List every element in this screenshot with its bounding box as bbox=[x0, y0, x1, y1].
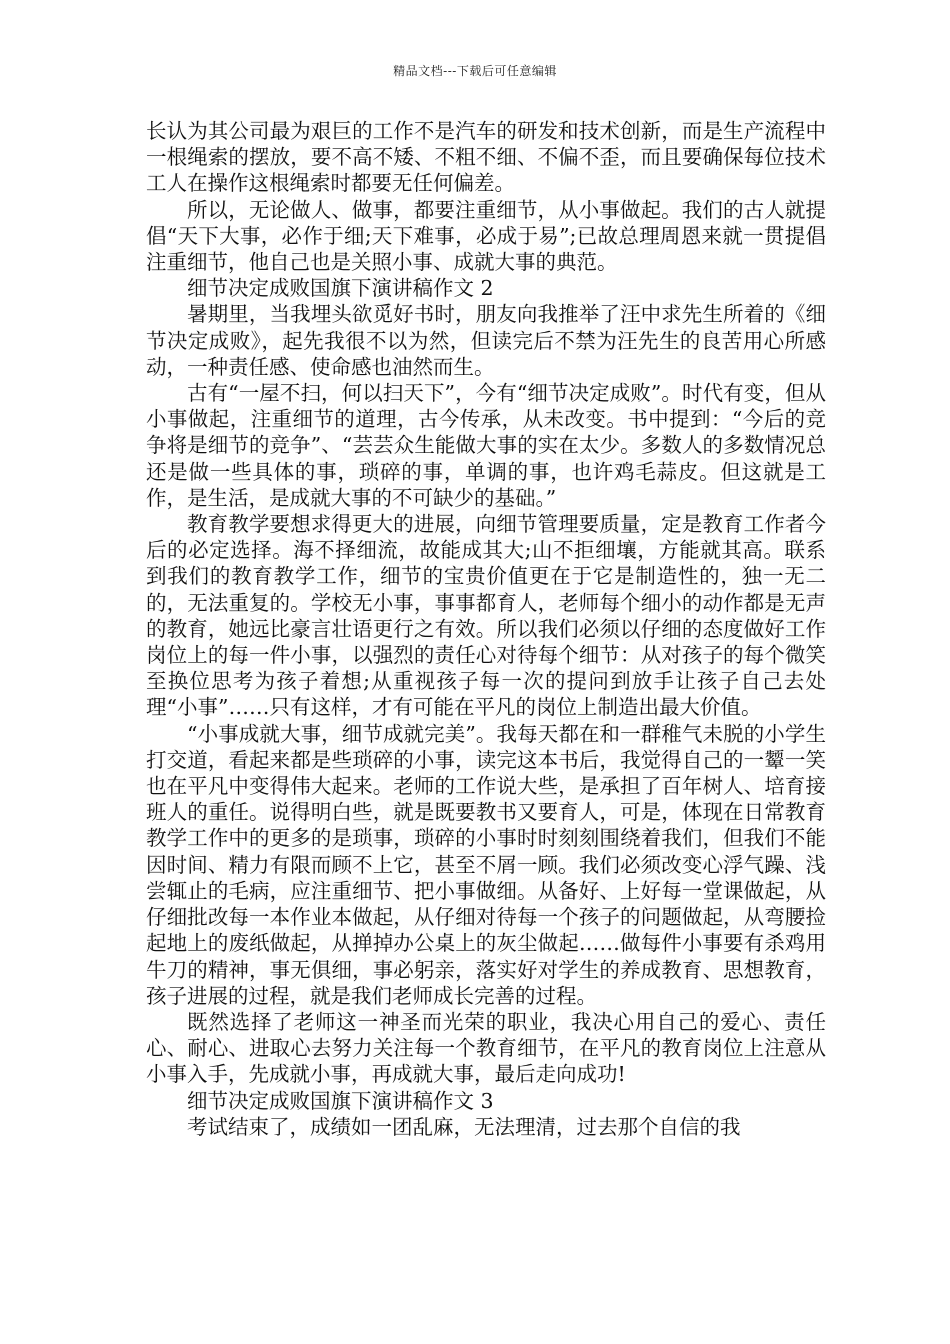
paragraph: 考试结束了，成绩如一团乱麻，无法理清，过去那个自信的我 bbox=[187, 1114, 741, 1139]
paragraph: 所以，无论做人、做事，都要注重细节，从小事做起。我们的古人就提倡“天下大事，必作于细;天下难事，必成于易”;已故总理周恩来就一贯提倡注重细节，他自己也是关照小事、成就大事的典范。 bbox=[146, 197, 826, 275]
page-header: 精品文档---下载后可任意编辑 bbox=[393, 64, 557, 78]
paragraph: “小事成就大事，细节成就完美”。我每天都在和一群稚气未脱的小学生打交道，看起来都是些琐碎的小事，读完这本书后，我觉得自己的一颦一笑也在平凡中变得伟大起来。老师的工作说大些，是承担了百年树人、培育接班人的重任。说得明白些，就是既要教书又要育人，可是，体现在日常教育教学工作中的更多的是琐事，琐碎的小事时时刻刻围绕着我们，但我们不能因时间、精力有限而顾不上它，甚至不屑一顾。我们必须改变心浮气躁、浅尝辄止的毛病，应注重细节、把小事做细。从备好、上好每一堂课做起，从仔细批改每一本作业本做起，从仔细对待每一个孩子的问题做起，从弯腰捡起地上的废纸做起，从掸掉办公桌上的灰尘做起……做每件小事要有杀鸡用牛刀的精神，事无俱细，事必躬亲，落实好对学生的养成教育、思想教育，孩子进展的过程，就是我们老师成长完善的过程。 bbox=[146, 721, 826, 1008]
paragraph: 既然选择了老师这一神圣而光荣的职业，我决心用自己的爱心、责任心、耐心、进取心去努力关注每一个教育细节，在平凡的教育岗位上注意从小事入手，先成就小事，再成就大事，最后走向成功! bbox=[146, 1009, 826, 1087]
paragraph: 长认为其公司最为艰巨的工作不是汽车的研发和技术创新，而是生产流程中一根绳索的摆放，要不高不矮、不粗不细、不偏不歪，而且要确保每位技术工人在操作这根绳索时都要无任何偏差。 bbox=[146, 119, 826, 196]
section-heading: 细节决定成败国旗下演讲稿作文 2 bbox=[187, 276, 494, 301]
section-heading: 细节决定成败国旗下演讲稿作文 3 bbox=[187, 1088, 494, 1113]
document-body bbox=[146, 118, 826, 1140]
paragraph: 古有“一屋不扫，何以扫天下”，今有“细节决定成败”。时代有变，但从小事做起，注重细节的道理，古今传承，从未改变。书中提到：“今后的竞争将是细节的竞争”、“芸芸众生能做大事的实在太少。多数人的多数情况总还是做一些具体的事，琐碎的事，单调的事，也许鸡毛蒜皮。但这就是工作，是生活，是成就大事的不可缺少的基础。” bbox=[146, 381, 826, 510]
paragraph: 暑期里，当我埋头欲觅好书时，朋友向我推举了汪中求先生所着的《细节决定成败》，起先我很不以为然，但读完后不禁为汪先生的良苦用心所感动，一种责任感、使命感也油然而生。 bbox=[146, 302, 826, 379]
paragraph: 教育教学要想求得更大的进展，向细节管理要质量，定是教育工作者今后的必定选择。海不择细流，故能成其大;山不拒细壤，方能就其高。联系到我们的教育教学工作，细节的宝贵价值更在于它是制造性的，独一无二的，无法重复的。学校无小事，事事都育人，老师每个细小的动作都是无声的教育，她远比豪言壮语更行之有效。所以我们必须以仔细的态度做好工作岗位上的每一件小事，以强烈的责任心对待每个细节：从对孩子的每个微笑至换位思考为孩子着想;从重视孩子每一次的提问到放手让孩子自己去处理“小事”……只有这样，才有可能在平凡的岗位上制造出最大价值。 bbox=[146, 512, 826, 720]
